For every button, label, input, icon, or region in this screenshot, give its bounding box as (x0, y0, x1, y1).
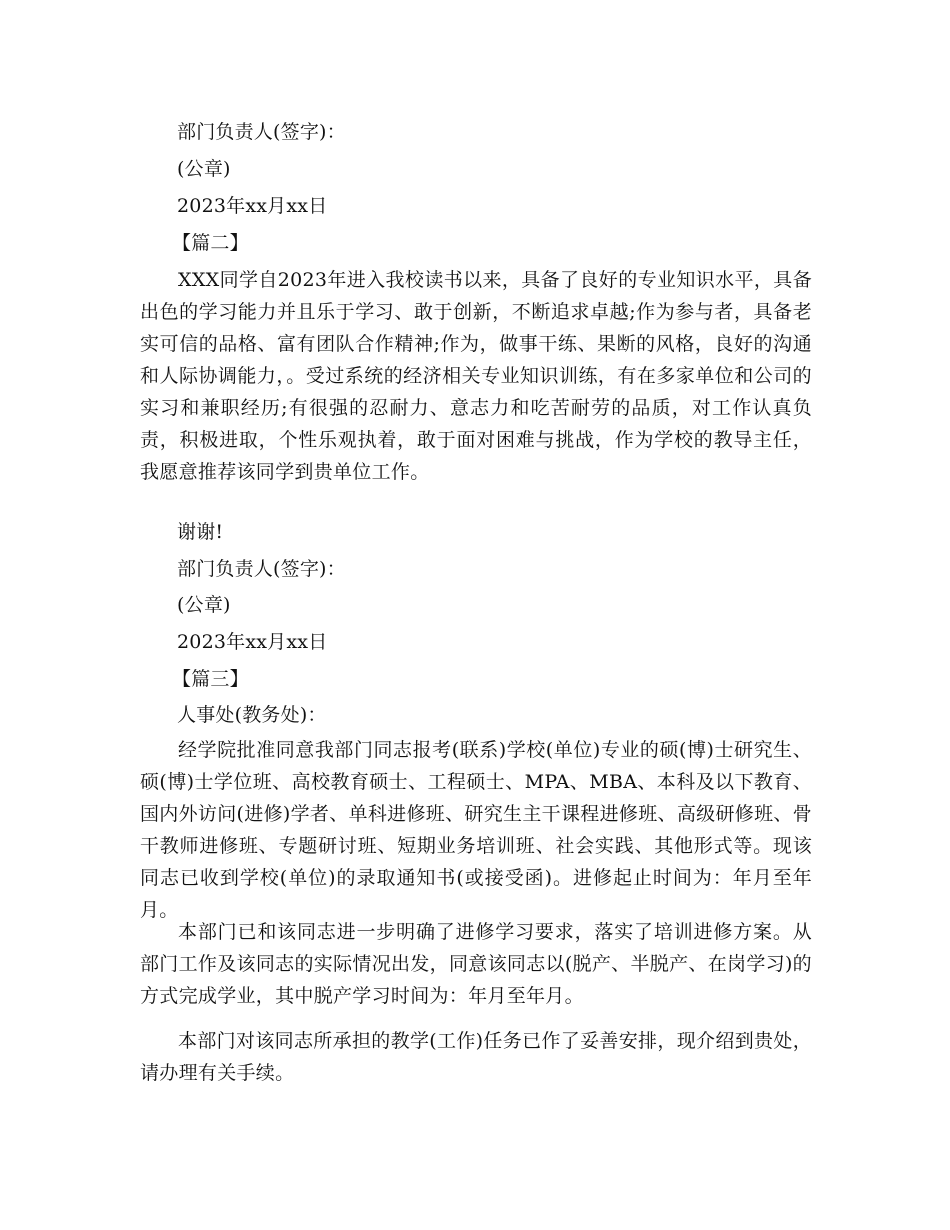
section-heading-3: 【篇三】 (172, 668, 249, 690)
date-line-1: 2023年xx月xx日 (177, 195, 328, 217)
task-arrangement-paragraph: 本部门对该同志所承担的教学(工作)任务已作了妥善安排，现介绍到贵处，请办理有关手续。 (140, 1030, 812, 1084)
seal-line-1: (公章) (177, 158, 231, 180)
study-arrangement-paragraph: 本部门已和该同志进一步明确了进修学习要求，落实了培训进修方案。从部门工作及该同志的实际情况出发，同意该同志以(脱产、半脱产、在岗学习)的方式完成学业，其中脱产学习时间为：年月至年月。 (140, 921, 812, 1007)
thanks-line: 谢谢! (177, 521, 224, 543)
study-approval-paragraph: 经学院批准同意我部门同志报考(联系)学校(单位)专业的硕(博)士研究生、硕(博)士学位班、高校教育硕士、工程硕士、MPA、MBA、本科及以下教育、国内外访问(进修)学者、单科进修班、研究生主干课程进修班、高级研修班、骨干教师进修班、专题研讨班、短期业务培训班、社会实践、其他形式等。现该同志已收到学校(单位)的录取通知书(或接受函)。进修起止时间为：年月至年月。 (140, 739, 812, 921)
signature-line-1: 部门负责人(签字)： (177, 121, 346, 143)
recommendation-paragraph: XXX同学自2023年进入我校读书以来，具备了良好的专业知识水平，具备出色的学习能力并且乐于学习、敢于创新，不断追求卓越;作为参与者，具备老实可信的品格、富有团队合作精神;作为，做事干练、果断的风格，良好的沟通和人际协调能力，。受过系统的经济相关专业知识训练，有在多家单位和公司的实习和兼职经历;有很强的忍耐力、意志力和吃苦耐劳的品质，对工作认真负责，积极进取，个性乐观执着，敢于面对困难与挑战，作为学校的教导主任，我愿意推荐该同学到贵单位工作。 (140, 269, 812, 483)
section-heading-2: 【篇二】 (172, 232, 249, 254)
addressee-line: 人事处(教务处)： (177, 704, 327, 726)
signature-line-2: 部门负责人(签字)： (177, 558, 346, 580)
seal-line-2: (公章) (177, 594, 231, 616)
date-line-2: 2023年xx月xx日 (177, 631, 328, 653)
